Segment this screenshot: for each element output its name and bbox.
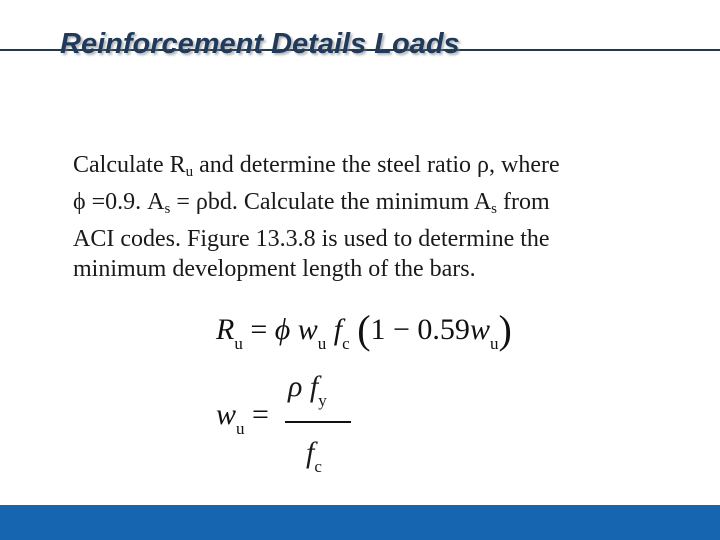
eq-paren: )	[498, 307, 512, 352]
slide-body-text	[73, 150, 663, 284]
eq-subscript: y	[318, 391, 327, 410]
eq-equals: =	[250, 313, 268, 346]
eq-subscript: u	[236, 419, 245, 438]
eq-symbol: R	[216, 313, 235, 346]
body-line-2	[73, 187, 663, 224]
body-line-4: minimum development length of the bars.	[73, 256, 476, 282]
eq-symbol: ϕ	[274, 313, 291, 346]
eq-subscript: u	[317, 334, 327, 353]
body-line-1	[73, 150, 663, 187]
eq-equals: =	[252, 398, 269, 431]
slide-title: Reinforcement Details Loads	[60, 28, 460, 60]
eq-subscript: c	[314, 457, 322, 476]
eq-constant: 1 − 0.59	[370, 313, 470, 346]
body-text-fragment: from	[497, 189, 550, 215]
eq-subscript: u	[489, 334, 499, 353]
eq-denominator	[306, 436, 322, 477]
subscript: u	[185, 164, 194, 180]
eq-lhs	[216, 398, 269, 439]
eq-symbol: w	[297, 313, 318, 346]
subscript: s	[491, 201, 497, 217]
eq-symbol: f	[309, 370, 319, 403]
eq-symbol: w	[216, 398, 237, 431]
body-text-fragment: ϕ =0.9. A	[73, 189, 165, 215]
body-text-fragment: Calculate R	[73, 152, 186, 178]
eq-paren: (	[357, 307, 371, 352]
eq-numerator	[288, 370, 327, 411]
eq-subscript: u	[234, 334, 243, 353]
body-text-fragment: = ρbd. Calculate the minimum A	[170, 189, 492, 215]
eq-symbol: w	[469, 313, 490, 346]
eq-symbol: f	[306, 436, 315, 469]
fraction-bar	[285, 421, 351, 423]
subscript: s	[164, 201, 171, 217]
eq-symbol: f	[333, 313, 343, 346]
eq-subscript: c	[342, 334, 350, 353]
equation-ru	[216, 306, 512, 354]
footer-bar	[0, 505, 720, 540]
eq-symbol: ρ	[288, 370, 303, 403]
body-line-3: ACI codes. Figure 13.3.8 is used to determine the	[73, 226, 550, 252]
body-text-fragment: and determine the steel ratio ρ, where	[193, 152, 560, 178]
